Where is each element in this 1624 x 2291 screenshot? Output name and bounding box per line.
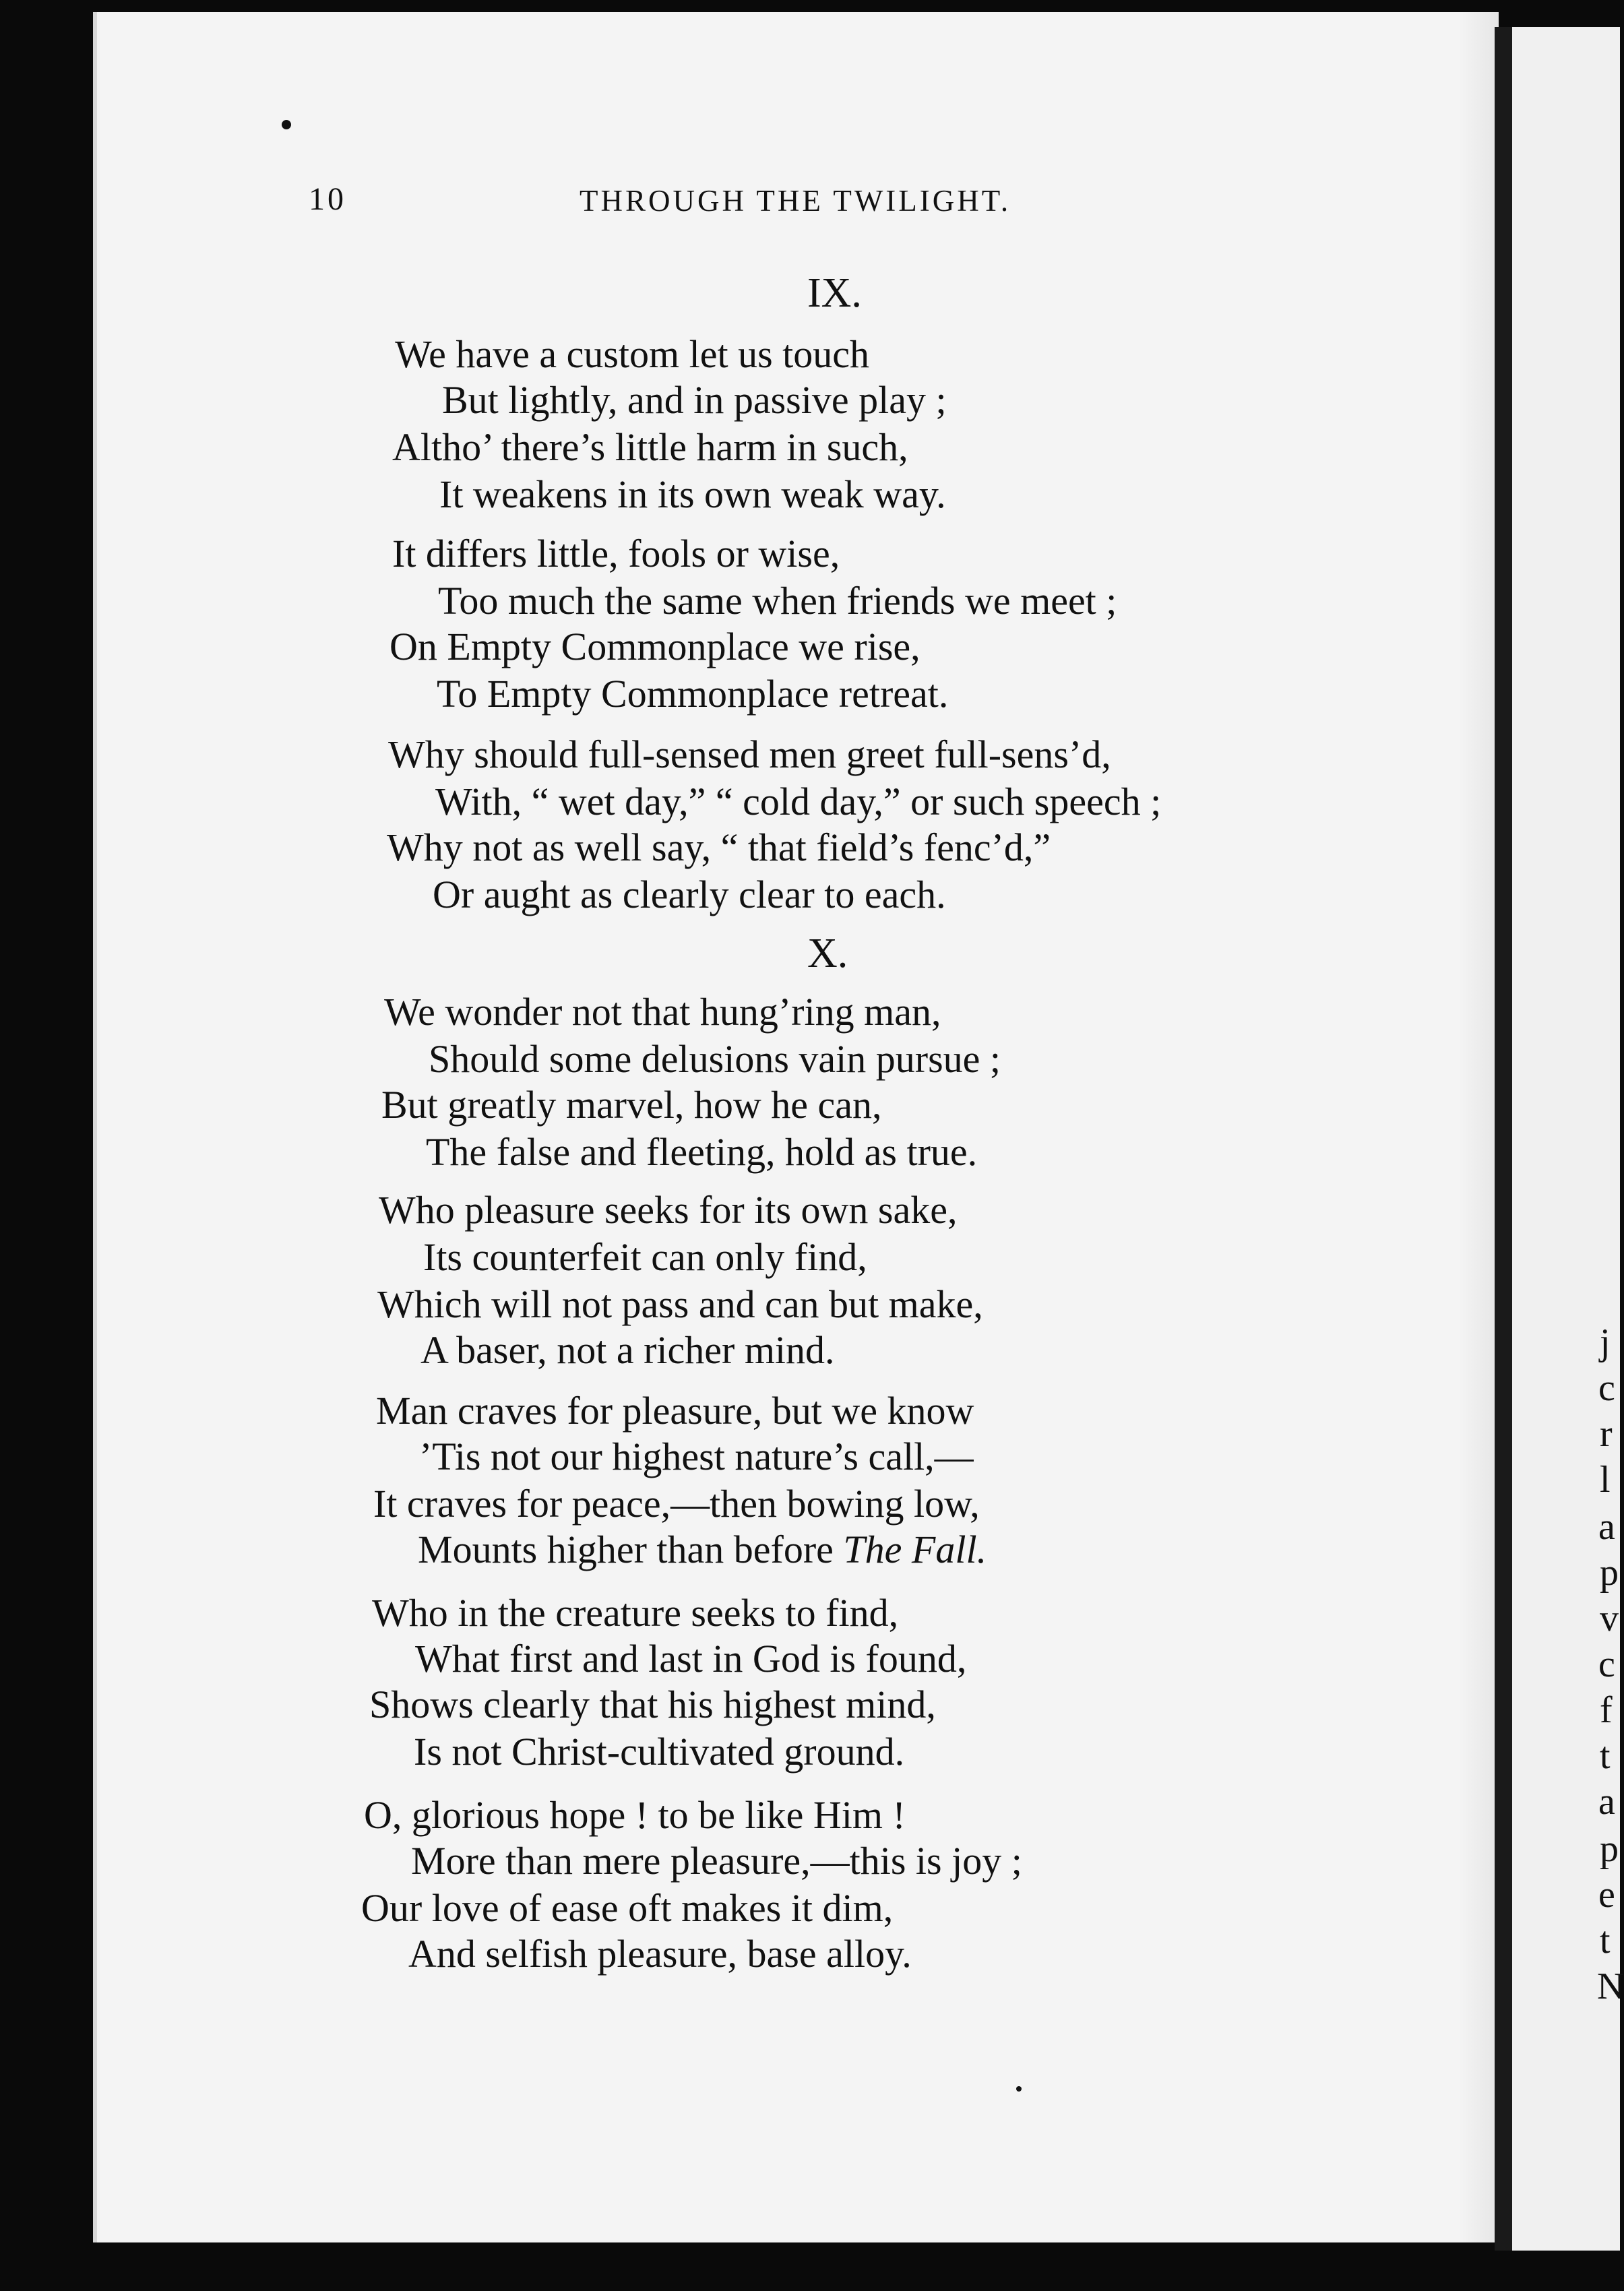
verse-line: To Empty Commonplace retreat. (437, 672, 949, 716)
verse-line: But lightly, and in passive play ; (442, 378, 947, 422)
verse-line: Its counterfeit can only find, (423, 1235, 867, 1279)
next-page-letter: f (1600, 1689, 1613, 1731)
verse-line: The false and fleeting, hold as true. (426, 1130, 978, 1174)
verse-line: Who in the creature seeks to find, (372, 1591, 899, 1635)
book-spine (1495, 27, 1512, 2251)
verse-line: O, glorious hope ! to be like Him ! (364, 1793, 906, 1837)
next-page-letter: c (1598, 1367, 1615, 1409)
section-numeral: X. (807, 931, 848, 976)
verse-line: We wonder not that hung’ring man, (384, 990, 941, 1034)
verse-line: With, “ wet day,” “ cold day,” or such speech ; (435, 780, 1162, 823)
verse-line: Which will not pass and can but make, (377, 1282, 983, 1326)
verse-line: Shows clearly that his highest mind, (369, 1683, 936, 1726)
verse-line: We have a custom let us touch (395, 332, 870, 376)
italic-phrase: The Fall. (843, 1528, 987, 1571)
verse-line: Man craves for pleasure, but we know (376, 1389, 974, 1433)
verse-line: On Empty Commonplace we rise, (389, 625, 920, 668)
next-page-letter: t (1600, 1735, 1611, 1777)
verse-line-with-italic (418, 1527, 987, 1572)
verse-line: A baser, not a richer mind. (420, 1328, 835, 1372)
next-page-letter: N (1597, 1966, 1624, 2007)
verse-line: What first and last in God is found, (415, 1637, 967, 1681)
verse-line: Is not Christ-cultivated ground. (414, 1730, 905, 1774)
verse-line: And selfish pleasure, base alloy. (408, 1932, 912, 1976)
verse-line: Too much the same when friends we meet ; (438, 579, 1117, 623)
verse-line: Who pleasure seeks for its own sake, (379, 1188, 958, 1232)
verse-line: ’Tis not our highest nature’s call,— (419, 1435, 974, 1478)
page-number: 10 (309, 181, 346, 217)
verse-line: It craves for peace,—then bowing low, (373, 1482, 980, 1526)
verse-line: Should some delusions vain pursue ; (429, 1037, 1001, 1081)
next-page-letter: r (1600, 1413, 1613, 1455)
verse-line: Altho’ there’s little harm in such, (392, 425, 908, 469)
next-page-letter: e (1598, 1874, 1615, 1916)
verse-line: Or aught as clearly clear to each. (433, 873, 946, 916)
next-page-letter: p (1600, 1552, 1619, 1594)
verse-line: It weakens in its own weak way. (439, 472, 946, 516)
verse-line: Our love of ease oft makes it dim, (361, 1886, 894, 1930)
verse-line-text: Mounts higher than before (418, 1528, 834, 1571)
verse-line: It differs little, fools or wise, (392, 532, 840, 575)
verse-line: Why not as well say, “ that field’s fenc’d,” (387, 825, 1051, 869)
next-page-letter: j (1600, 1321, 1611, 1363)
verse-line: Why should full-sensed men greet full-sens’d, (388, 732, 1111, 776)
next-page-letter: t (1600, 1920, 1611, 1962)
next-page-edge (1512, 27, 1620, 2251)
section-numeral: IX. (807, 270, 862, 316)
running-title: THROUGH THE TWILIGHT. (580, 184, 1011, 218)
verse-line: But greatly marvel, how he can, (381, 1083, 882, 1127)
next-page-letter: l (1600, 1459, 1611, 1501)
next-page-letter: c (1598, 1643, 1615, 1685)
verse-line: More than mere pleasure,—this is joy ; (411, 1839, 1022, 1883)
next-page-letter: a (1598, 1781, 1615, 1823)
page-gutter-shadow (1458, 12, 1499, 2242)
print-speck (1016, 2086, 1022, 2092)
next-page-letter: a (1598, 1506, 1615, 1548)
next-page-letter: v (1600, 1598, 1619, 1639)
next-page-letter: p (1600, 1828, 1619, 1870)
print-speck (282, 120, 291, 129)
